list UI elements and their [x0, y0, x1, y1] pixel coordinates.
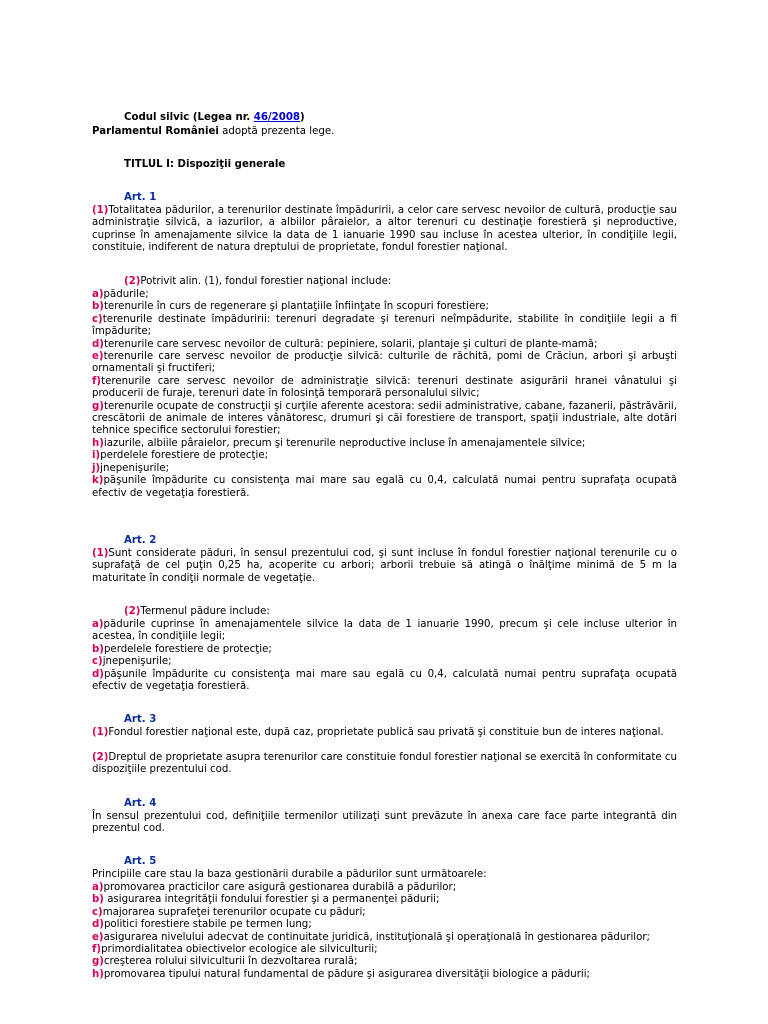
list-item: [92, 932, 677, 944]
titlu-heading: TITLUL I: Dispoziţii generale: [124, 159, 286, 170]
list-item: [92, 882, 677, 894]
item-letter: b): [92, 643, 104, 655]
item-letter: e): [92, 351, 104, 363]
adoption-line: Parlamentul României adoptă prezenta lege.: [92, 126, 335, 137]
item-text: perdelele forestiere de protecţie;: [103, 643, 272, 655]
item-text: jnepenişurile;: [102, 656, 172, 668]
art2-p1: (1)Sunt considerate păduri, în sensul prezentului cod, şi sunt incluse în fondul forestier naţional terenurile cu o suprafaţă de cel puţin 0,25 ha, acoperite cu arbori; arborii trebuie să atingă o înălţime minimă de 5 m la maturitate în condiţii normale de vegetaţie.: [92, 548, 677, 584]
item-text: perdelele forestiere de protecţie;: [100, 450, 269, 462]
art5-intro: Principiile care stau la baza gestionării durabile a pădurilor sunt următoarele:: [92, 869, 487, 880]
item-text: terenurile în curs de regenerare şi plantaţiile înfiinţate în scopuri forestiere;: [103, 301, 489, 313]
item-text: majorarea suprafeţei terenurilor ocupate cu păduri;: [102, 906, 366, 918]
list-item: [92, 619, 677, 644]
item-text: terenurile care servesc nevoilor de administraţie silvică: terenuri destinate asigurării hranei vânatului şi producerii de furaje, terenuri date în folosinţă temporară personalului silvic;: [92, 375, 677, 400]
list-item: [92, 475, 677, 500]
item-text: promovarea practicilor care asigură gestionarea durabilă a pădurilor;: [103, 882, 457, 893]
item-letter: f): [92, 375, 102, 387]
art1-list: [92, 289, 677, 500]
item-letter: c): [92, 313, 103, 325]
item-letter: a): [92, 882, 104, 893]
item-text: politici forestiere stabile pe termen lung;: [103, 919, 312, 931]
list-item: [92, 450, 677, 462]
item-text: primordialitatea obiectivelor ecologice ale silviculturii;: [101, 944, 378, 956]
list-item: [92, 944, 677, 956]
list-item: [92, 289, 677, 301]
list-item: [92, 339, 677, 351]
art4-heading: Art. 4: [124, 798, 157, 809]
art2-p2: (2)Termenul pădure include:: [124, 606, 270, 617]
list-item: [92, 956, 677, 968]
list-item: [92, 656, 677, 668]
item-letter: e): [92, 931, 104, 943]
list-item: [92, 644, 677, 656]
list-item: [92, 969, 677, 981]
art5-heading: Art. 5: [124, 856, 157, 867]
item-text: asigurarea nivelului adecvat de continuitate juridică, instituţională şi operaţională în gestionarea pădurilor;: [103, 931, 650, 943]
art3-p1: (1)Fondul forestier naţional este, după caz, proprietate publică sau privată şi constituie bun de interes naţional.: [92, 727, 664, 738]
item-letter: g): [92, 400, 104, 412]
item-text: asigurarea integrităţii fondului forestier şi a permanenţei pădurii;: [103, 894, 440, 906]
list-item: [92, 351, 677, 376]
item-text: jnepenişurile;: [100, 462, 170, 474]
list-item: [92, 301, 677, 313]
art1-heading: Art. 1: [124, 192, 157, 203]
list-item: [92, 438, 677, 450]
list-item: [92, 376, 677, 401]
item-letter: a): [92, 619, 104, 630]
item-letter: a): [92, 289, 104, 300]
item-text: creşterea rolului silviculturii în dezvoltarea rurală;: [103, 956, 358, 968]
list-item: [92, 919, 677, 931]
item-text: terenurile destinate împăduririi: terenuri degradate şi terenuri neîmpădurite, stabilite în condiţiile legii a fi împădurite;: [92, 313, 677, 338]
art2-heading: Art. 2: [124, 535, 157, 546]
art3-heading: Art. 3: [124, 714, 157, 725]
item-text: pădurile cuprinse în amenajamentele silvice la data de 1 ianuarie 1990, precum şi cele incluse ulterior în acestea, în condiţiile legii;: [92, 619, 677, 643]
item-text: pădurile;: [103, 289, 149, 300]
list-item: [92, 314, 677, 339]
art1-p1: (1)Totalitatea pădurilor, a terenurilor destinate împăduririi, a celor care servesc nevoilor de cultură, producţie sau administraţie silvică, a iazurilor, a albiilor pâraielor, a altor terenuri cu destinaţie forestieră şi neproductive, cuprinse în amenajamente silvice la data de 1 ianuarie 1990 sau incluse în acestea ulterior, în condiţiile legii, constituie, indiferent de natura dreptului de proprietate, fondul forestier naţional.: [92, 205, 677, 254]
item-text: terenurile ocupate de construcţii şi curţile aferente acestora: sedii administrative, cabane, fazanerii, păstrăvării, crescătorii de animale de interes vânătoresc, drumuri şi căi forestiere de transport, spaţii industriale, alte dotări tehnice specifice sectorului forestier;: [92, 400, 677, 437]
item-letter: h): [92, 437, 104, 449]
item-letter: h): [92, 968, 104, 980]
item-text: terenurile care servesc nevoilor de cultură: pepiniere, solarii, plantaje şi culturi de plante-mamă;: [103, 338, 598, 350]
item-letter: f): [92, 944, 102, 956]
list-item: [92, 401, 677, 438]
art5-list: [92, 882, 677, 981]
item-text: păşunile împădurite cu consistenţa mai mare sau egală cu 0,4, calculată numai pentru suprafaţa ocupată efectiv de vegetaţia forestieră.: [92, 668, 677, 693]
list-item: [92, 907, 677, 919]
item-letter: d): [92, 668, 104, 680]
item-letter: b): [92, 894, 104, 906]
item-letter: d): [92, 338, 104, 350]
item-letter: c): [92, 656, 103, 668]
list-item: [92, 894, 677, 906]
item-letter: j): [92, 462, 101, 474]
list-item: [92, 463, 677, 475]
art1-p2: (2)Potrivit alin. (1), fondul forestier naţional include:: [124, 276, 392, 287]
item-letter: d): [92, 919, 104, 931]
item-letter: i): [92, 450, 101, 462]
art3-p2: (2)Dreptul de proprietate asupra terenurilor care constituie fondul forestier naţional se exercită în conformitate cu dispoziţiile prezentului cod.: [92, 752, 677, 776]
item-text: păşunile împădurite cu consistenţa mai mare sau egală cu 0,4, calculată numai pentru suprafaţa ocupată efectiv de vegetaţia forestieră.: [92, 475, 677, 499]
art2-list: [92, 619, 677, 693]
item-text: terenurile care servesc nevoilor de producţie silvică: culturile de răchită, pomi de Crăciun, arbori şi arbuşti ornamentali şi fructiferi;: [92, 351, 677, 375]
item-text: iazurile, albiile pâraielor, precum şi terenurile neproductive incluse în amenajamentele silvice;: [103, 437, 586, 449]
item-text: promovarea tipului natural fundamental de pădure şi asigurarea diversităţii biologice a pădurii;: [103, 968, 590, 980]
item-letter: b): [92, 301, 104, 313]
item-letter: c): [92, 906, 103, 918]
item-letter: k): [92, 475, 104, 487]
law-title: Codul silvic (Legea nr. 46/2008): [124, 112, 305, 123]
art4-text: În sensul prezentului cod, definiţiile termenilor utilizaţi sunt prevăzute în anexa care face parte integrantă din prezentul cod.: [92, 811, 677, 835]
item-letter: g): [92, 956, 104, 968]
law-number-link[interactable]: 46/2008: [253, 112, 301, 123]
list-item: [92, 669, 677, 694]
